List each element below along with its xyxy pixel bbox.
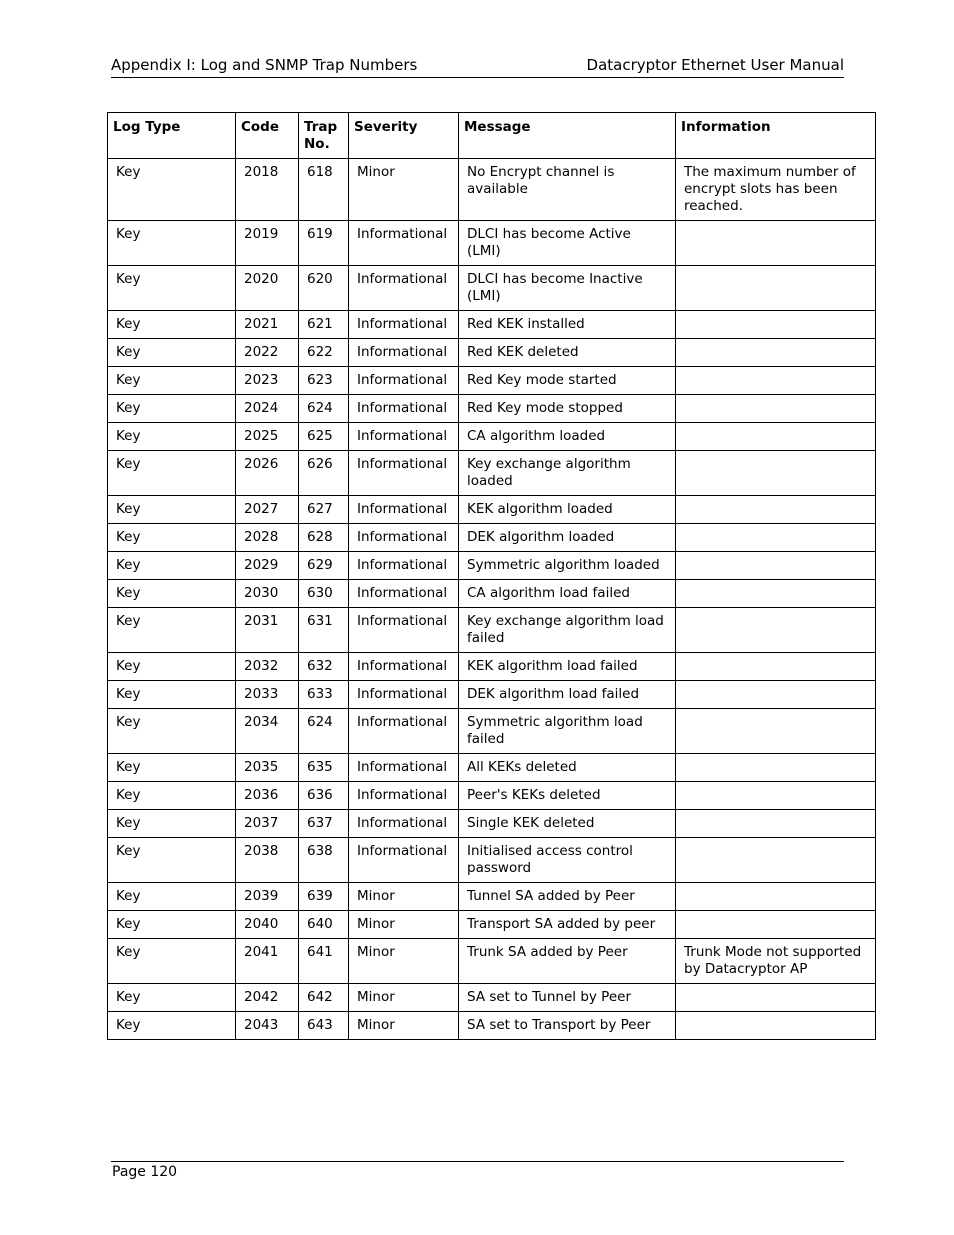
cell-log-type: Key: [108, 423, 236, 451]
table-row: [108, 159, 876, 221]
cell-information: [676, 580, 876, 608]
cell-message: DLCI has become Inactive (LMI): [459, 266, 676, 311]
cell-severity: Informational: [349, 580, 459, 608]
table-row: [108, 911, 876, 939]
cell-log-type: Key: [108, 552, 236, 580]
cell-message: CA algorithm load failed: [459, 580, 676, 608]
cell-trap-no: 620: [299, 266, 349, 311]
cell-log-type: Key: [108, 939, 236, 984]
cell-message: Symmetric algorithm loaded: [459, 552, 676, 580]
cell-log-type: Key: [108, 810, 236, 838]
table-row: [108, 451, 876, 496]
cell-message: SA set to Tunnel by Peer: [459, 984, 676, 1012]
cell-information: [676, 221, 876, 266]
cell-trap-no: 619: [299, 221, 349, 266]
table-row: [108, 838, 876, 883]
cell-severity: Minor: [349, 883, 459, 911]
cell-information: [676, 423, 876, 451]
col-header-severity: Severity: [349, 113, 459, 159]
cell-information: [676, 496, 876, 524]
cell-severity: Informational: [349, 524, 459, 552]
table-row: [108, 552, 876, 580]
cell-severity: Informational: [349, 709, 459, 754]
table-row: [108, 367, 876, 395]
cell-trap-no: 637: [299, 810, 349, 838]
cell-severity: Informational: [349, 608, 459, 653]
cell-code: 2036: [236, 782, 299, 810]
cell-code: 2024: [236, 395, 299, 423]
cell-information: [676, 911, 876, 939]
cell-trap-no: 635: [299, 754, 349, 782]
cell-log-type: Key: [108, 496, 236, 524]
cell-code: 2033: [236, 681, 299, 709]
cell-code: 2043: [236, 1012, 299, 1040]
cell-log-type: Key: [108, 395, 236, 423]
cell-severity: Informational: [349, 339, 459, 367]
cell-information: [676, 266, 876, 311]
cell-message: Red KEK deleted: [459, 339, 676, 367]
cell-severity: Minor: [349, 159, 459, 221]
cell-log-type: Key: [108, 266, 236, 311]
cell-message: DEK algorithm load failed: [459, 681, 676, 709]
page-footer: [111, 1161, 844, 1180]
log-trap-table: [107, 112, 876, 1040]
cell-code: 2019: [236, 221, 299, 266]
cell-code: 2020: [236, 266, 299, 311]
cell-code: 2028: [236, 524, 299, 552]
cell-information: [676, 552, 876, 580]
cell-trap-no: 622: [299, 339, 349, 367]
cell-severity: Informational: [349, 754, 459, 782]
cell-log-type: Key: [108, 984, 236, 1012]
cell-message: Red Key mode started: [459, 367, 676, 395]
cell-trap-no: 638: [299, 838, 349, 883]
cell-log-type: Key: [108, 159, 236, 221]
cell-log-type: Key: [108, 311, 236, 339]
cell-information: [676, 367, 876, 395]
cell-log-type: Key: [108, 681, 236, 709]
cell-code: 2038: [236, 838, 299, 883]
cell-message: Tunnel SA added by Peer: [459, 883, 676, 911]
col-header-message: Message: [459, 113, 676, 159]
cell-message: SA set to Transport by Peer: [459, 1012, 676, 1040]
cell-information: [676, 1012, 876, 1040]
cell-log-type: Key: [108, 754, 236, 782]
cell-code: 2035: [236, 754, 299, 782]
cell-message: No Encrypt channel is available: [459, 159, 676, 221]
table-row: [108, 339, 876, 367]
col-header-trap-no: Trap No.: [299, 113, 349, 159]
cell-trap-no: 639: [299, 883, 349, 911]
cell-severity: Minor: [349, 911, 459, 939]
cell-code: 2027: [236, 496, 299, 524]
cell-severity: Informational: [349, 810, 459, 838]
cell-message: Red KEK installed: [459, 311, 676, 339]
cell-information: [676, 709, 876, 754]
cell-log-type: Key: [108, 524, 236, 552]
cell-message: Symmetric algorithm load failed: [459, 709, 676, 754]
col-header-log-type: Log Type: [108, 113, 236, 159]
table-row: [108, 1012, 876, 1040]
cell-log-type: Key: [108, 653, 236, 681]
cell-trap-no: 628: [299, 524, 349, 552]
cell-severity: Informational: [349, 782, 459, 810]
cell-severity: Minor: [349, 984, 459, 1012]
cell-code: 2041: [236, 939, 299, 984]
cell-trap-no: 627: [299, 496, 349, 524]
cell-code: 2040: [236, 911, 299, 939]
cell-information: [676, 608, 876, 653]
cell-information: [676, 524, 876, 552]
cell-trap-no: 641: [299, 939, 349, 984]
cell-message: DEK algorithm loaded: [459, 524, 676, 552]
cell-log-type: Key: [108, 339, 236, 367]
table-header-row: [108, 113, 876, 159]
cell-trap-no: 621: [299, 311, 349, 339]
cell-severity: Minor: [349, 1012, 459, 1040]
cell-message: CA algorithm loaded: [459, 423, 676, 451]
cell-severity: Informational: [349, 496, 459, 524]
cell-message: KEK algorithm loaded: [459, 496, 676, 524]
cell-severity: Informational: [349, 266, 459, 311]
table-row: [108, 653, 876, 681]
cell-log-type: Key: [108, 451, 236, 496]
cell-severity: Minor: [349, 939, 459, 984]
table-row: [108, 524, 876, 552]
cell-trap-no: 642: [299, 984, 349, 1012]
cell-code: 2037: [236, 810, 299, 838]
cell-information: [676, 451, 876, 496]
cell-trap-no: 632: [299, 653, 349, 681]
cell-log-type: Key: [108, 782, 236, 810]
cell-log-type: Key: [108, 883, 236, 911]
table-row: [108, 709, 876, 754]
cell-severity: Informational: [349, 311, 459, 339]
cell-information: [676, 810, 876, 838]
cell-log-type: Key: [108, 608, 236, 653]
cell-information: [676, 754, 876, 782]
table-row: [108, 311, 876, 339]
table-row: [108, 883, 876, 911]
cell-log-type: Key: [108, 221, 236, 266]
cell-trap-no: 623: [299, 367, 349, 395]
cell-message: Trunk SA added by Peer: [459, 939, 676, 984]
cell-message: DLCI has become Active (LMI): [459, 221, 676, 266]
cell-severity: Informational: [349, 367, 459, 395]
header-manual-title: Datacryptor Ethernet User Manual: [586, 56, 844, 74]
cell-message: Initialised access control password: [459, 838, 676, 883]
cell-severity: Informational: [349, 681, 459, 709]
cell-code: 2030: [236, 580, 299, 608]
cell-code: 2029: [236, 552, 299, 580]
cell-trap-no: 629: [299, 552, 349, 580]
cell-message: Key exchange algorithm load failed: [459, 608, 676, 653]
table-row: [108, 423, 876, 451]
cell-information: The maximum number of encrypt slots has been reached.: [676, 159, 876, 221]
cell-severity: Informational: [349, 451, 459, 496]
table-row: [108, 395, 876, 423]
cell-code: 2042: [236, 984, 299, 1012]
col-header-information: Information: [676, 113, 876, 159]
cell-log-type: Key: [108, 911, 236, 939]
col-header-code: Code: [236, 113, 299, 159]
cell-message: Single KEK deleted: [459, 810, 676, 838]
page-number: Page 120: [112, 1164, 178, 1180]
cell-code: 2026: [236, 451, 299, 496]
table-row: [108, 681, 876, 709]
cell-information: [676, 653, 876, 681]
cell-severity: Informational: [349, 423, 459, 451]
cell-trap-no: 626: [299, 451, 349, 496]
cell-severity: Informational: [349, 552, 459, 580]
cell-trap-no: 631: [299, 608, 349, 653]
cell-log-type: Key: [108, 709, 236, 754]
cell-trap-no: 643: [299, 1012, 349, 1040]
cell-message: KEK algorithm load failed: [459, 653, 676, 681]
table-row: [108, 754, 876, 782]
table-row: [108, 496, 876, 524]
cell-code: 2025: [236, 423, 299, 451]
table-row: [108, 984, 876, 1012]
cell-message: All KEKs deleted: [459, 754, 676, 782]
cell-severity: Informational: [349, 653, 459, 681]
header-section-title: Appendix I: Log and SNMP Trap Numbers: [111, 56, 418, 74]
cell-trap-no: 633: [299, 681, 349, 709]
cell-information: [676, 838, 876, 883]
cell-log-type: Key: [108, 367, 236, 395]
cell-log-type: Key: [108, 580, 236, 608]
cell-trap-no: 624: [299, 395, 349, 423]
cell-information: [676, 883, 876, 911]
cell-code: 2022: [236, 339, 299, 367]
cell-log-type: Key: [108, 838, 236, 883]
table-row: [108, 608, 876, 653]
cell-trap-no: 630: [299, 580, 349, 608]
table-row: [108, 580, 876, 608]
table-row: [108, 810, 876, 838]
cell-code: 2031: [236, 608, 299, 653]
table-body: [108, 159, 876, 1040]
cell-code: 2039: [236, 883, 299, 911]
cell-trap-no: 636: [299, 782, 349, 810]
cell-information: [676, 782, 876, 810]
cell-message: Key exchange algorithm loaded: [459, 451, 676, 496]
cell-code: 2023: [236, 367, 299, 395]
cell-trap-no: 618: [299, 159, 349, 221]
cell-log-type: Key: [108, 1012, 236, 1040]
cell-message: Red Key mode stopped: [459, 395, 676, 423]
cell-information: [676, 339, 876, 367]
cell-trap-no: 640: [299, 911, 349, 939]
table-row: [108, 939, 876, 984]
table-row: [108, 782, 876, 810]
cell-information: Trunk Mode not supported by Datacryptor AP: [676, 939, 876, 984]
cell-information: [676, 311, 876, 339]
cell-code: 2021: [236, 311, 299, 339]
cell-code: 2018: [236, 159, 299, 221]
cell-trap-no: 625: [299, 423, 349, 451]
cell-message: Transport SA added by peer: [459, 911, 676, 939]
cell-information: [676, 681, 876, 709]
cell-code: 2034: [236, 709, 299, 754]
cell-information: [676, 984, 876, 1012]
cell-message: Peer's KEKs deleted: [459, 782, 676, 810]
cell-code: 2032: [236, 653, 299, 681]
cell-severity: Informational: [349, 395, 459, 423]
page-header: [111, 55, 844, 78]
cell-severity: Informational: [349, 838, 459, 883]
cell-severity: Informational: [349, 221, 459, 266]
cell-trap-no: 624: [299, 709, 349, 754]
cell-information: [676, 395, 876, 423]
table-row: [108, 221, 876, 266]
table-row: [108, 266, 876, 311]
